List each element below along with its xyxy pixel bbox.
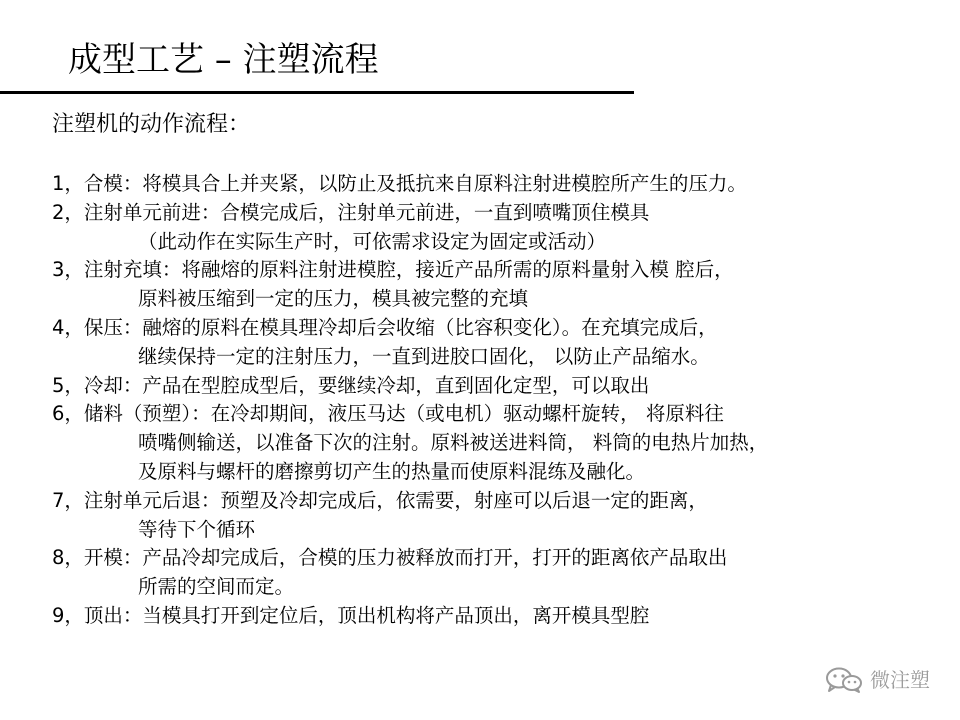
slide-title: 成型工艺 – 注塑流程 — [68, 40, 379, 80]
step-9 — [52, 602, 942, 631]
step-6 — [52, 400, 942, 486]
step-line-continuation: 所需的空间而定。 — [138, 575, 295, 599]
step-line: 1，合模：将模具合上并夹紧，以防止及抵抗来自原料注射进模腔所产生的压力。 — [52, 172, 747, 195]
step-1 — [52, 170, 942, 199]
step-line: 8，开模：产品冷却完成后，合模的压力被释放而打开，打开的距离依产品取出 — [52, 546, 728, 570]
step-line-continuation: 继续保持一定的注射压力，一直到进胶口固化， 以防止产品缩水。 — [138, 344, 710, 368]
step-line-continuation: （此动作在实际生产时，可依需求设定为固定或活动） — [138, 229, 607, 253]
watermark-text: 微注塑 — [870, 668, 930, 692]
step-8 — [52, 544, 942, 602]
step-line: 7，注射单元后退：预塑及冷却完成后，依需要，射座可以后退一定的距离， — [52, 488, 708, 512]
step-line-continuation: 喷嘴侧输送，以准备下次的注射。原料被送进料筒， 料筒的电热片加热， — [138, 431, 769, 455]
slide-subtitle: 注塑机的动作流程： — [52, 112, 251, 137]
step-line: 2，注射单元前进：合模完成后，注射单元前进，一直到喷嘴顶住模具 — [52, 200, 650, 224]
step-2 — [52, 199, 942, 257]
step-line-continuation: 及原料与螺杆的磨擦剪切产生的热量而使原料混练及融化。 — [138, 459, 646, 483]
step-line: 3，注射充填：将融熔的原料注射进模腔，接近产品所需的原料量射入模 腔后， — [52, 258, 734, 282]
title-underline — [0, 91, 634, 94]
step-4 — [52, 314, 942, 372]
step-line: 4，保压：融熔的原料在模具理冷却后会收缩（比容积变化）。在充填完成后， — [52, 315, 718, 339]
step-line-continuation: 原料被压缩到一定的压力，模具被完整的充填 — [138, 287, 529, 311]
step-3 — [52, 256, 942, 314]
wechat-icon — [824, 666, 864, 694]
step-list — [52, 170, 942, 631]
watermark — [824, 666, 930, 694]
step-line-continuation: 等待下个循环 — [138, 517, 256, 541]
step-7 — [52, 487, 942, 545]
step-line: 9，顶出：当模具打开到定位后，顶出机构将产品顶出，离开模具型腔 — [52, 603, 650, 627]
step-line: 6，储料（预塑）：在冷却期间，液压马达（或电机）驱动螺杆旋转， 将原料往 — [52, 402, 724, 426]
step-line: 5，冷却：产品在型腔成型后，要继续冷却，直到固化定型，可以取出 — [52, 373, 650, 397]
step-5 — [52, 372, 942, 401]
